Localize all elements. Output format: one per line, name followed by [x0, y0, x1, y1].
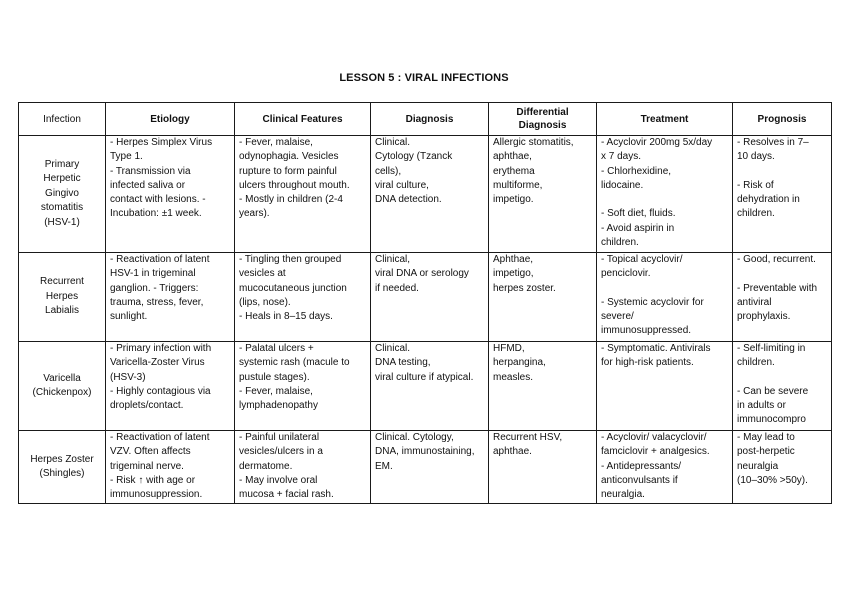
header-row — [19, 103, 832, 136]
header-prognosis: Prognosis — [733, 103, 832, 136]
table-row — [19, 431, 832, 504]
etiology-cell: - Primary infection with Varicella-Zoster Virus (HSV-3) - Highly contagious via droplets/contact. — [106, 342, 235, 431]
header-treatment: Treatment — [597, 103, 733, 136]
diagnosis-cell: Clinical, viral DNA or serology if needed. — [371, 253, 489, 342]
clinical-features-cell: - Painful unilateral vesicles/ulcers in a dermatome. - May involve oral mucosa + facial rash. — [235, 431, 371, 504]
clinical-features-cell: - Fever, malaise, odynophagia. Vesicles rupture to form painful ulcers throughout mouth. - Mostly in children (2-4 years). — [235, 136, 371, 253]
infection-cell: Primary Herpetic Gingivo stomatitis (HSV-1) — [19, 136, 106, 253]
prognosis-cell: - Good, recurrent. - Preventable with antiviral prophylaxis. — [733, 253, 832, 342]
header-differential-diagnosis: Differential Diagnosis — [489, 103, 597, 136]
table-row — [19, 136, 832, 253]
clinical-features-cell: - Palatal ulcers + systemic rash (macule to pustule stages). - Fever, malaise, lymphadenopathy — [235, 342, 371, 431]
differential-diagnosis-cell: HFMD, herpangina, measles. — [489, 342, 597, 431]
page-title: LESSON 5 : VIRAL INFECTIONS — [339, 72, 509, 84]
header-infection: Infection — [19, 103, 106, 136]
header-diagnosis: Diagnosis — [371, 103, 489, 136]
treatment-cell: - Topical acyclovir/ penciclovir. - Systemic acyclovir for severe/ immunosuppressed. — [597, 253, 733, 342]
infection-cell: Herpes Zoster (Shingles) — [19, 431, 106, 504]
differential-diagnosis-cell: Recurrent HSV, aphthae. — [489, 431, 597, 504]
treatment-cell: - Acyclovir 200mg 5x/day x 7 days. - Chlorhexidine, lidocaine. - Soft diet, fluids. - Avoid aspirin in children. — [597, 136, 733, 253]
clinical-features-cell: - Tingling then grouped vesicles at mucocutaneous junction (lips, nose). - Heals in 8–15 days. — [235, 253, 371, 342]
infection-cell: Recurrent Herpes Labialis — [19, 253, 106, 342]
etiology-cell: - Reactivation of latent VZV. Often affects trigeminal nerve. - Risk ↑ with age or immunosuppression. — [106, 431, 235, 504]
table-row — [19, 253, 832, 342]
prognosis-cell: - Resolves in 7– 10 days. - Risk of dehydration in children. — [733, 136, 832, 253]
etiology-cell: - Reactivation of latent HSV-1 in trigeminal ganglion. - Triggers: trauma, stress, fever, sunlight. — [106, 253, 235, 342]
prognosis-cell: - Self-limiting in children. - Can be severe in adults or immunocompro — [733, 342, 832, 431]
header-clinical-features: Clinical Features — [235, 103, 371, 136]
header-etiology: Etiology — [106, 103, 235, 136]
viral-infections-table — [18, 102, 832, 504]
prognosis-cell: - May lead to post-herpetic neuralgia (10–30% >50y). — [733, 431, 832, 504]
differential-diagnosis-cell: Allergic stomatitis, aphthae, erythema multiforme, impetigo. — [489, 136, 597, 253]
etiology-cell: - Herpes Simplex Virus Type 1. - Transmission via infected saliva or contact with lesions. - Incubation: ±1 week. — [106, 136, 235, 253]
treatment-cell: - Acyclovir/ valacyclovir/ famciclovir + analgesics. - Antidepressants/ anticonvulsants if neuralgia. — [597, 431, 733, 504]
table-row — [19, 342, 832, 431]
diagnosis-cell: Clinical. Cytology, DNA, immunostaining, EM. — [371, 431, 489, 504]
treatment-cell: - Symptomatic. Antivirals for high-risk patients. — [597, 342, 733, 431]
diagnosis-cell: Clinical. DNA testing, viral culture if atypical. — [371, 342, 489, 431]
differential-diagnosis-cell: Aphthae, impetigo, herpes zoster. — [489, 253, 597, 342]
diagnosis-cell: Clinical. Cytology (Tzanck cells), viral culture, DNA detection. — [371, 136, 489, 253]
infection-cell: Varicella (Chickenpox) — [19, 342, 106, 431]
